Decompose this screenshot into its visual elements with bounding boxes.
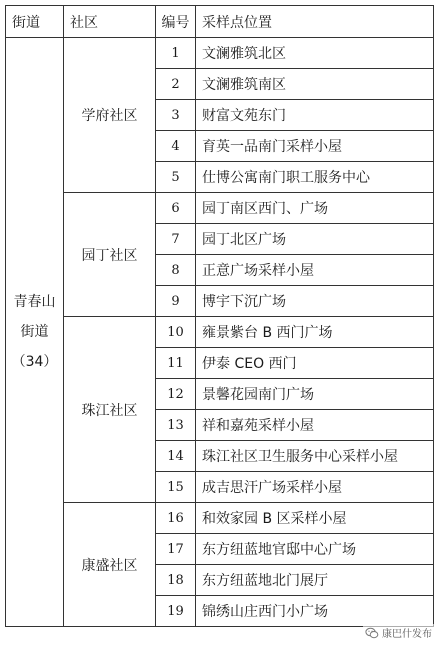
table-row bbox=[6, 317, 434, 348]
watermark bbox=[363, 624, 434, 641]
site-location: 博宇下沉广场 bbox=[196, 286, 434, 317]
sampling-sites-table bbox=[5, 5, 434, 627]
site-location: 伊泰 CEO 西门 bbox=[196, 348, 434, 379]
site-number: 12 bbox=[156, 379, 196, 410]
site-number: 4 bbox=[156, 131, 196, 162]
site-location: 锦绣山庄西门小广场 bbox=[196, 596, 434, 627]
site-location: 成吉思汗广场采样小屋 bbox=[196, 472, 434, 503]
site-number: 3 bbox=[156, 100, 196, 131]
header-location: 采样点位置 bbox=[196, 6, 434, 38]
site-location: 雍景紫台 B 西门广场 bbox=[196, 317, 434, 348]
site-location: 园丁北区广场 bbox=[196, 224, 434, 255]
header-street: 街道 bbox=[6, 6, 64, 38]
site-number: 8 bbox=[156, 255, 196, 286]
site-location: 东方纽蓝地北门展厅 bbox=[196, 565, 434, 596]
site-number: 7 bbox=[156, 224, 196, 255]
table-header-row bbox=[6, 6, 434, 38]
site-number: 2 bbox=[156, 69, 196, 100]
street-site-count: （34） bbox=[11, 354, 58, 370]
community-cell: 康盛社区 bbox=[64, 503, 156, 627]
street-name-line2: 街道 bbox=[20, 324, 49, 340]
site-location: 育英一品南门采样小屋 bbox=[196, 131, 434, 162]
header-number: 编号 bbox=[156, 6, 196, 38]
site-number: 14 bbox=[156, 441, 196, 472]
site-number: 6 bbox=[156, 193, 196, 224]
site-location: 东方纽蓝地官邸中心广场 bbox=[196, 534, 434, 565]
site-number: 15 bbox=[156, 472, 196, 503]
watermark-text: 康巴什发布 bbox=[382, 629, 432, 640]
site-number: 11 bbox=[156, 348, 196, 379]
community-cell: 学府社区 bbox=[64, 38, 156, 193]
site-number: 5 bbox=[156, 162, 196, 193]
community-cell: 珠江社区 bbox=[64, 317, 156, 503]
wechat-icon bbox=[365, 626, 379, 640]
site-number: 13 bbox=[156, 410, 196, 441]
site-location: 园丁南区西门、广场 bbox=[196, 193, 434, 224]
site-location: 和效家园 B 区采样小屋 bbox=[196, 503, 434, 534]
street-cell bbox=[6, 38, 64, 627]
site-number: 19 bbox=[156, 596, 196, 627]
site-location: 文澜雅筑南区 bbox=[196, 69, 434, 100]
site-number: 10 bbox=[156, 317, 196, 348]
table-row bbox=[6, 193, 434, 224]
site-number: 9 bbox=[156, 286, 196, 317]
site-number: 18 bbox=[156, 565, 196, 596]
site-location: 财富文苑东门 bbox=[196, 100, 434, 131]
street-name-line1: 青春山 bbox=[13, 294, 56, 310]
site-number: 1 bbox=[156, 38, 196, 69]
site-number: 16 bbox=[156, 503, 196, 534]
table-row bbox=[6, 503, 434, 534]
site-location: 仕博公寓南门职工服务中心 bbox=[196, 162, 434, 193]
site-location: 景馨花园南门广场 bbox=[196, 379, 434, 410]
site-location: 祥和嘉苑采样小屋 bbox=[196, 410, 434, 441]
community-cell: 园丁社区 bbox=[64, 193, 156, 317]
header-community: 社区 bbox=[64, 6, 156, 38]
site-number: 17 bbox=[156, 534, 196, 565]
site-location: 文澜雅筑北区 bbox=[196, 38, 434, 69]
site-location: 珠江社区卫生服务中心采样小屋 bbox=[196, 441, 434, 472]
table-row bbox=[6, 38, 434, 69]
site-location: 正意广场采样小屋 bbox=[196, 255, 434, 286]
